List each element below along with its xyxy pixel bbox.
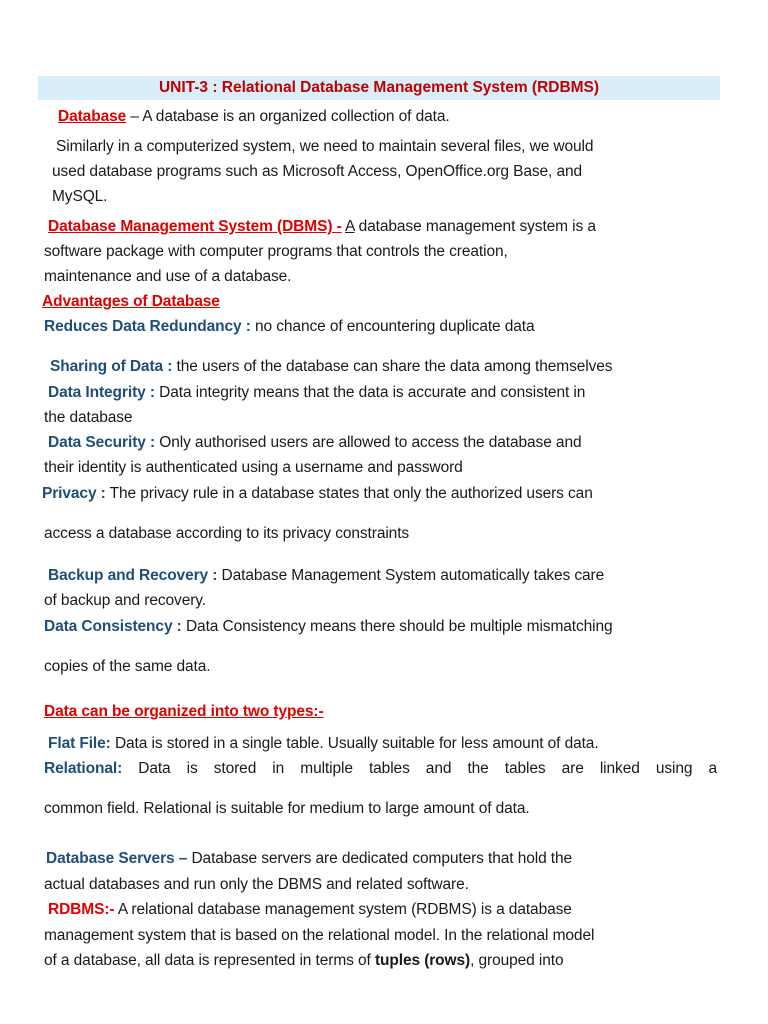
adv-consistency bbox=[44, 616, 734, 638]
rdbms-l3a: of a database, all data is represented in terms of bbox=[44, 952, 375, 969]
rdbms-l3c: , grouped into bbox=[470, 952, 564, 969]
adv-privacy-term: Privacy : bbox=[42, 485, 106, 502]
adv-privacy-text: The privacy rule in a database states that only the authorized users can bbox=[105, 485, 593, 502]
types-heading: Data can be organized into two types:- bbox=[44, 703, 324, 720]
database-servers bbox=[46, 848, 736, 870]
adv-backup-term: Backup and Recovery : bbox=[48, 567, 218, 584]
servers-text: Database servers are dedicated computers that hold the bbox=[187, 850, 573, 867]
servers-term: Database Servers – bbox=[46, 850, 188, 867]
rdbms-line-2: management system that is based on the relational model. In the relational model bbox=[44, 927, 595, 944]
adv-sharing-term: Sharing of Data : bbox=[50, 358, 173, 375]
rdbms-definition bbox=[48, 899, 738, 921]
type-flat-term: Flat File: bbox=[48, 735, 111, 752]
adv-integrity-line-2: the database bbox=[44, 409, 133, 426]
type-relational-text: Data is stored in multiple tables and the tables are linked using a bbox=[122, 760, 717, 777]
adv-integrity bbox=[48, 382, 738, 404]
database-definition bbox=[58, 106, 748, 128]
adv-consistency-line-2: copies of the same data. bbox=[44, 658, 211, 675]
database-term: Database bbox=[58, 108, 127, 125]
dbms-a: A bbox=[345, 218, 355, 235]
page-title: UNIT-3 : Relational Database Management System (RDBMS) bbox=[38, 76, 720, 100]
adv-redundancy-term: Reduces Data Redundancy : bbox=[44, 318, 251, 335]
type-flat-text: Data is stored in a single table. Usually suitable for less amount of data. bbox=[110, 735, 599, 752]
adv-integrity-text: Data integrity means that the data is accurate and consistent in bbox=[154, 384, 586, 401]
adv-backup-line-2: of backup and recovery. bbox=[44, 592, 206, 609]
rdbms-line-3 bbox=[44, 950, 734, 972]
rdbms-term: RDBMS:- bbox=[48, 901, 115, 918]
dbms-definition bbox=[48, 216, 738, 238]
adv-backup-text: Database Management System automatically takes care bbox=[217, 567, 605, 584]
adv-sharing bbox=[50, 356, 740, 378]
adv-security-term: Data Security : bbox=[48, 434, 156, 451]
adv-redundancy-text: no chance of encountering duplicate data bbox=[250, 318, 535, 335]
adv-sharing-text: the users of the database can share the data among themselves bbox=[172, 358, 613, 375]
advantages-heading: Advantages of Database bbox=[42, 293, 220, 310]
adv-security-line-2: their identity is authenticated using a username and password bbox=[44, 459, 463, 476]
type-relational-line-2: common field. Relational is suitable for medium to large amount of data. bbox=[44, 800, 530, 817]
database-def-text: – A database is an organized collection of data. bbox=[126, 108, 450, 125]
servers-line-2: actual databases and run only the DBMS and related software. bbox=[44, 876, 469, 893]
dbms-text: database management system is a bbox=[354, 218, 596, 235]
similarly-line-1: Similarly in a computerized system, we need to maintain several files, we would bbox=[56, 138, 594, 155]
type-relational-term: Relational: bbox=[44, 760, 123, 777]
adv-privacy-line-2: access a database according to its privacy constraints bbox=[44, 525, 410, 542]
adv-consistency-term: Data Consistency : bbox=[44, 618, 182, 635]
adv-backup bbox=[48, 565, 738, 587]
adv-security bbox=[48, 432, 738, 454]
similarly-line-3: MySQL. bbox=[52, 188, 108, 205]
adv-privacy bbox=[42, 483, 732, 505]
adv-redundancy bbox=[44, 316, 734, 338]
rdbms-text: A relational database management system (RDBMS) is a database bbox=[114, 901, 572, 918]
adv-integrity-term: Data Integrity : bbox=[48, 384, 155, 401]
rdbms-tuples: tuples (rows) bbox=[374, 952, 471, 969]
dbms-term: Database Management System (DBMS) - bbox=[48, 218, 342, 235]
type-relational bbox=[44, 758, 717, 780]
similarly-line-2: used database programs such as Microsoft Access, OpenOffice.org Base, and bbox=[52, 163, 583, 180]
adv-consistency-text: Data Consistency means there should be multiple mismatching bbox=[181, 618, 613, 635]
dbms-line-2: software package with computer programs that controls the creation, bbox=[44, 243, 508, 260]
adv-security-text: Only authorised users are allowed to access the database and bbox=[155, 434, 582, 451]
type-flat-file bbox=[48, 733, 738, 755]
dbms-line-3: maintenance and use of a database. bbox=[44, 268, 292, 285]
